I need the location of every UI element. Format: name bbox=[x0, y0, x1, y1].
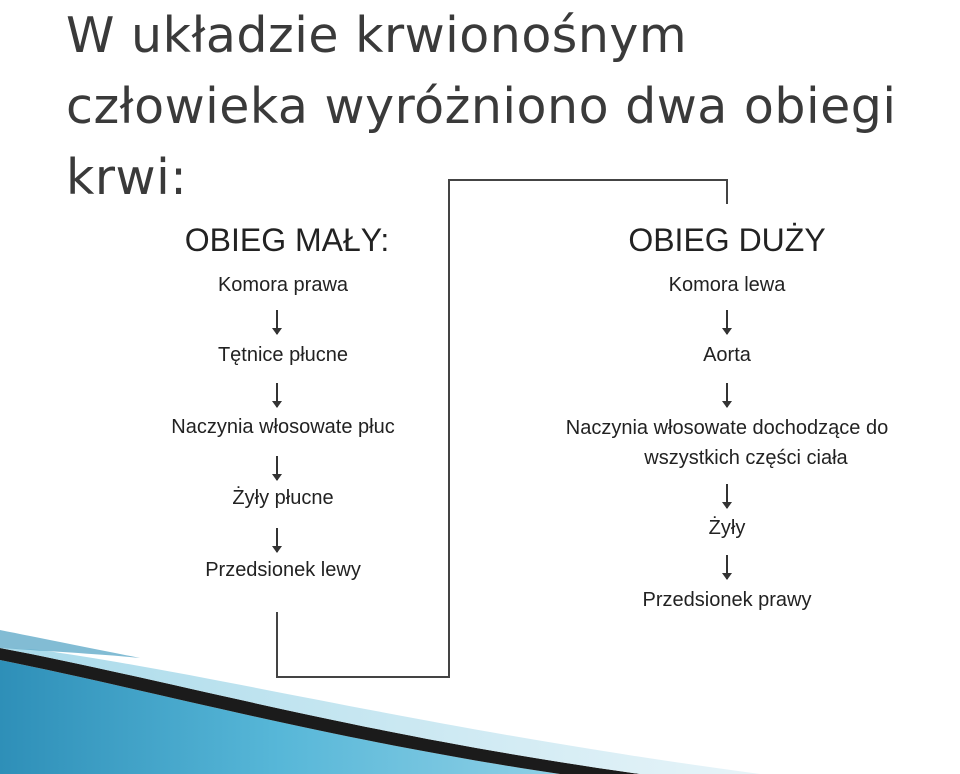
right-heading: OBIEG DUŻY bbox=[628, 222, 826, 258]
left-heading: OBIEG MAŁY: bbox=[184, 222, 390, 258]
left-step-5: Przedsionek lewy bbox=[205, 559, 361, 581]
slide-title bbox=[66, 0, 946, 213]
connector-right-drop bbox=[726, 179, 728, 204]
right-arrow-3 bbox=[726, 484, 728, 508]
connector-top bbox=[448, 179, 727, 181]
right-step-3a: Naczynia włosowate dochodzące do bbox=[565, 417, 889, 439]
right-arrow-4 bbox=[726, 555, 728, 579]
left-step-1: Komora prawa bbox=[217, 274, 349, 296]
decorative-wave bbox=[0, 630, 960, 774]
left-step-2: Tętnice płucne bbox=[217, 344, 349, 366]
left-arrow-3 bbox=[276, 456, 278, 480]
right-arrow-2 bbox=[726, 383, 728, 407]
connector-middle-vertical bbox=[448, 179, 450, 678]
title-line-2: człowieka wyróżniono dwa obiegi bbox=[66, 78, 897, 135]
left-step-3: Naczynia włosowate płuc bbox=[171, 416, 395, 438]
right-step-1: Komora lewa bbox=[668, 274, 786, 296]
left-arrow-4 bbox=[276, 528, 278, 552]
left-arrow-2 bbox=[276, 383, 278, 407]
right-step-4: Żyły bbox=[708, 517, 746, 539]
right-step-3b: wszystkich części ciała bbox=[644, 447, 848, 469]
right-arrow-1 bbox=[726, 310, 728, 334]
title-line-3: krwi: bbox=[66, 149, 188, 206]
right-step-5: Przedsionek prawy bbox=[642, 589, 812, 611]
left-step-4: Żyły płucne bbox=[232, 487, 334, 509]
right-step-2: Aorta bbox=[703, 344, 751, 366]
title-line-1: W układzie krwionośnym bbox=[66, 7, 688, 64]
left-arrow-1 bbox=[276, 310, 278, 334]
